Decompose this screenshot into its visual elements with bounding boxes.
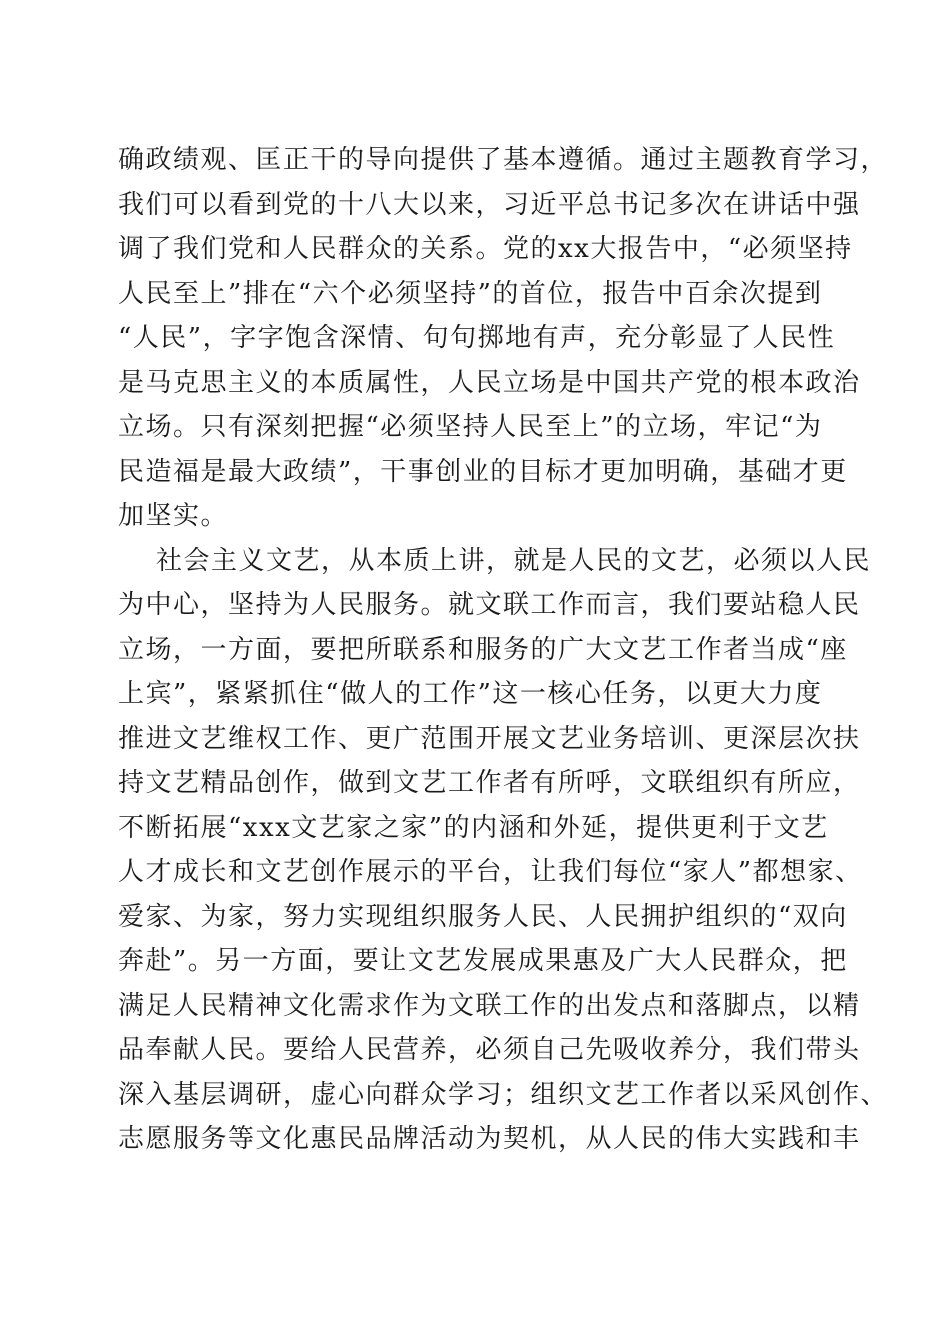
text-line: 人民至上”排在“六个必须坚持”的首位，报告中百余次提到	[118, 278, 823, 309]
body-text	[118, 138, 889, 1162]
text-line: 深入基层调研，虚心向群众学习；组织文艺工作者以采风创作、	[118, 1079, 889, 1110]
text-line: 加坚实。	[118, 501, 229, 531]
text-line: 我们可以看到党的十八大以来，习近平总书记多次在讲话中强	[118, 189, 861, 220]
paragraph-1	[118, 138, 889, 539]
text-line: 上宾”，紧紧抓住“做人的工作”这一核心任务，以更大力度	[118, 679, 823, 709]
paragraph-2	[118, 539, 889, 1162]
text-line: 是马克思主义的本质属性，人民立场是中国共产党的根本政治	[118, 367, 861, 398]
text-line: 人才成长和文艺创作展示的平台，让我们每位“家人”都想家、	[118, 857, 863, 887]
text-line: “人民”，字字饱含深情、句句掷地有声，充分彰显了人民性	[118, 323, 836, 353]
text-line: 调了我们党和人民群众的关系。党的xx大报告中，“必须坚持	[118, 234, 853, 264]
text-line: 确政绩观、匡正干的导向提供了基本遵循。通过主题教育学习，	[118, 145, 889, 175]
text-line: 奔赴”。另一方面，要让文艺发展成果惠及广大人民群众，把	[118, 946, 848, 976]
text-line: 立场，一方面，要把所联系和服务的广大文艺工作者当成“座	[118, 634, 848, 665]
text-line: 不断拓展“xxx文艺家之家”的内涵和外延，提供更利于文艺	[118, 812, 829, 843]
text-line: 志愿服务等文化惠民品牌活动为契机，从人民的伟大实践和丰	[118, 1124, 861, 1154]
text-line: 持文艺精品创作，做到文艺工作者有所呼，文联组织有所应，	[118, 768, 861, 798]
text-line: 爱家、为家，努力实现组织服务人民、人民拥护组织的“双向	[118, 901, 848, 932]
text-line: 推进文艺维权工作、更广范围开展文艺业务培训、更深层次扶	[118, 723, 861, 754]
text-line: 为中心，坚持为人民服务。就文联工作而言，我们要站稳人民	[118, 590, 861, 620]
text-line: 立场。只有深刻把握“必须坚持人民至上”的立场，牢记“为	[118, 412, 823, 442]
text-line: 民造福是最大政绩”，干事创业的目标才更加明确，基础才更	[118, 456, 848, 487]
text-line: 满足人民精神文化需求作为文联工作的出发点和落脚点，以精	[118, 990, 861, 1021]
text-line: 品奉献人民。要给人民营养，必须自己先吸收养分，我们带头	[118, 1035, 861, 1065]
text-line: 社会主义文艺，从本质上讲，就是人民的文艺，必须以人民	[156, 545, 872, 576]
